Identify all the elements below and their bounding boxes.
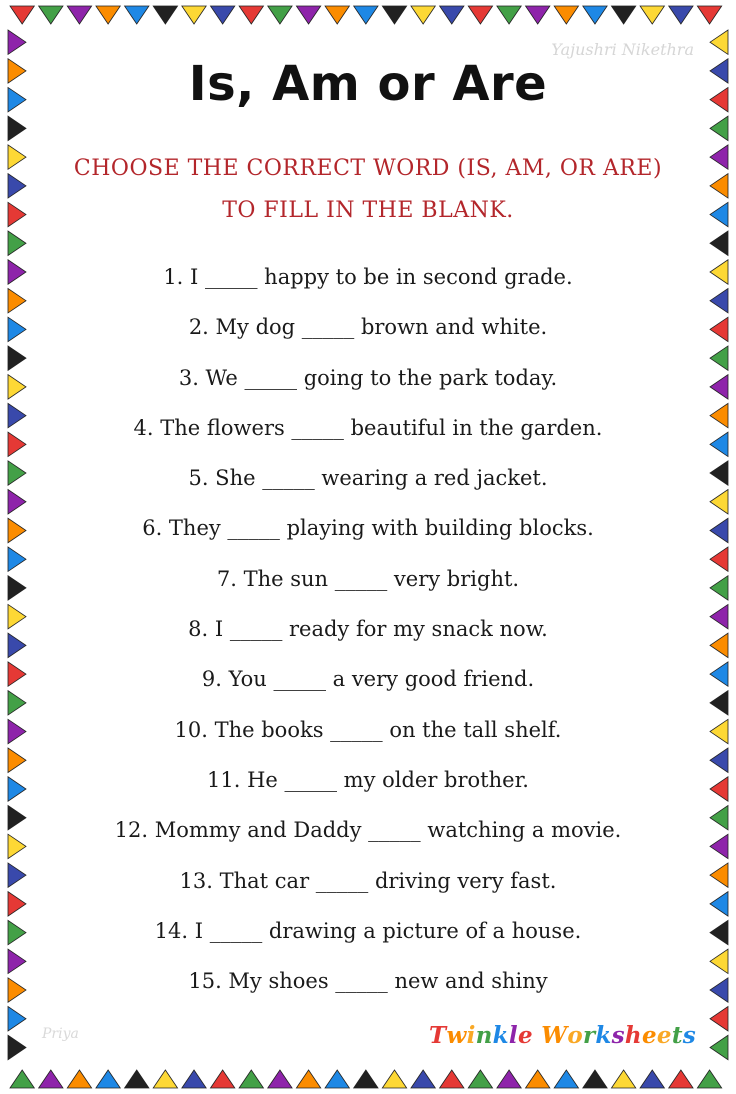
border-triangle <box>640 1070 664 1088</box>
question-list <box>28 252 708 1006</box>
border-triangle <box>296 6 320 24</box>
border-triangle <box>8 949 26 973</box>
border-triangle <box>8 174 26 198</box>
border-triangle <box>125 6 149 24</box>
border-triangle <box>8 260 26 284</box>
border-triangle <box>669 6 693 24</box>
question-item: 2. My dog _____ brown and white. <box>188 315 548 340</box>
question-item: 15. My shoes _____ new and shiny <box>188 969 548 994</box>
border-triangle <box>8 116 26 140</box>
border-triangle <box>210 1070 234 1088</box>
border-triangle <box>210 6 234 24</box>
question-item: 12. Mommy and Daddy _____ watching a movie. <box>114 818 622 843</box>
border-triangle <box>710 777 728 801</box>
question-item: 14. I _____ drawing a picture of a house. <box>154 918 582 943</box>
border-triangle <box>468 1070 492 1088</box>
border-triangle <box>710 806 728 830</box>
border-triangle <box>8 834 26 858</box>
border-triangle <box>182 1070 206 1088</box>
question-item: 9. You _____ a very good friend. <box>201 667 535 692</box>
border-triangle <box>239 6 263 24</box>
border-triangle <box>8 145 26 169</box>
border-triangle <box>710 834 728 858</box>
border-triangle <box>67 1070 91 1088</box>
worksheet-sheet <box>28 26 708 1068</box>
border-triangle <box>39 6 63 24</box>
border-triangle <box>710 920 728 944</box>
border-triangle <box>710 719 728 743</box>
border-triangle <box>8 806 26 830</box>
border-triangle <box>710 59 728 83</box>
border-triangle <box>8 691 26 715</box>
worksheet-title: Is, Am or Are <box>188 56 548 112</box>
border-triangle <box>382 6 406 24</box>
border-triangle <box>325 6 349 24</box>
border-triangle <box>354 6 378 24</box>
border-triangle <box>8 346 26 370</box>
border-triangle <box>8 863 26 887</box>
border-triangle <box>710 174 728 198</box>
border-triangle <box>710 547 728 571</box>
question-item: 8. I _____ ready for my snack now. <box>188 617 548 642</box>
border-triangle <box>96 1070 120 1088</box>
border-triangle <box>8 403 26 427</box>
border-triangle <box>39 1070 63 1088</box>
border-triangle <box>710 949 728 973</box>
border-triangle <box>710 748 728 772</box>
border-triangle <box>583 6 607 24</box>
question-item: 3. We _____ going to the park today. <box>178 365 558 390</box>
border-triangle <box>8 30 26 54</box>
border-triangle <box>8 719 26 743</box>
border-triangle <box>8 231 26 255</box>
border-triangle <box>8 748 26 772</box>
border-triangle <box>268 6 292 24</box>
border-triangle <box>710 604 728 628</box>
border-triangle <box>8 461 26 485</box>
border-triangle <box>8 490 26 514</box>
border-triangle <box>497 1070 521 1088</box>
border-triangle <box>710 87 728 111</box>
border-triangle <box>710 518 728 542</box>
border-triangle <box>710 375 728 399</box>
border-triangle <box>8 317 26 341</box>
border-triangle <box>710 346 728 370</box>
border-triangle <box>440 6 464 24</box>
border-triangle <box>8 920 26 944</box>
border-triangle <box>710 662 728 686</box>
border-triangle <box>710 145 728 169</box>
border-triangle <box>710 260 728 284</box>
border-triangle <box>554 1070 578 1088</box>
question-item: 4. The flowers _____ beautiful in the garden. <box>133 415 603 440</box>
border-triangle <box>710 691 728 715</box>
border-triangle <box>611 1070 635 1088</box>
border-triangle <box>8 892 26 916</box>
border-triangle <box>8 777 26 801</box>
border-triangle <box>296 1070 320 1088</box>
border-triangle <box>268 1070 292 1088</box>
question-item: 11. He _____ my older brother. <box>207 767 529 792</box>
border-triangle <box>153 1070 177 1088</box>
border-triangle <box>354 1070 378 1088</box>
border-triangle <box>583 1070 607 1088</box>
border-triangle <box>497 6 521 24</box>
border-triangle <box>8 662 26 686</box>
border-triangle <box>710 403 728 427</box>
border-triangle <box>710 202 728 226</box>
border-triangle <box>182 6 206 24</box>
border-triangle <box>8 1035 26 1059</box>
border-triangle <box>411 6 435 24</box>
question-item: 13. That car _____ driving very fast. <box>179 868 557 893</box>
border-triangle <box>96 6 120 24</box>
question-item: 10. The books _____ on the tall shelf. <box>174 717 562 742</box>
border-triangle <box>554 6 578 24</box>
border-triangle <box>710 317 728 341</box>
border-triangle <box>640 6 664 24</box>
question-item: 6. They _____ playing with building blocks. <box>142 516 594 541</box>
border-triangle <box>440 1070 464 1088</box>
border-triangle <box>8 59 26 83</box>
border-triangle <box>8 576 26 600</box>
border-triangle <box>697 6 721 24</box>
border-triangle <box>710 432 728 456</box>
border-triangle <box>125 1070 149 1088</box>
border-triangle <box>710 461 728 485</box>
border-triangle <box>710 978 728 1002</box>
border-triangle <box>8 547 26 571</box>
border-triangle <box>8 289 26 313</box>
border-triangle <box>8 633 26 657</box>
signature-watermark: Yajushri Nikethra <box>551 40 694 59</box>
border-triangle <box>67 6 91 24</box>
border-triangle <box>8 1007 26 1031</box>
artist-watermark: Priya <box>42 1026 79 1042</box>
border-triangle <box>8 375 26 399</box>
border-triangle <box>526 6 550 24</box>
border-triangle <box>710 231 728 255</box>
border-triangle <box>239 1070 263 1088</box>
instructions-text: CHOOSE THE CORRECT WORD (IS, AM, OR ARE) TO FILL IN THE BLANK. <box>73 156 663 223</box>
question-item: 1. I _____ happy to be in second grade. <box>163 265 573 289</box>
border-triangle <box>669 1070 693 1088</box>
border-triangle <box>697 1070 721 1088</box>
border-triangle <box>382 1070 406 1088</box>
border-triangle <box>710 116 728 140</box>
border-triangle <box>325 1070 349 1088</box>
border-triangle <box>710 576 728 600</box>
border-triangle <box>710 30 728 54</box>
border-triangle <box>710 1007 728 1031</box>
brand-logo: Twinkle Worksheets <box>429 1022 696 1049</box>
border-triangle <box>8 87 26 111</box>
question-item: 7. The sun _____ very bright. <box>216 566 520 591</box>
border-triangle <box>710 633 728 657</box>
border-triangle <box>710 1035 728 1059</box>
border-triangle <box>8 604 26 628</box>
border-triangle <box>710 892 728 916</box>
border-triangle <box>10 1070 34 1088</box>
border-triangle <box>10 6 34 24</box>
question-item: 5. She _____ wearing a red jacket. <box>188 466 548 491</box>
border-triangle <box>611 6 635 24</box>
border-triangle <box>411 1070 435 1088</box>
border-triangle <box>8 978 26 1002</box>
border-triangle <box>710 289 728 313</box>
border-triangle <box>710 490 728 514</box>
border-triangle <box>8 518 26 542</box>
border-triangle <box>8 432 26 456</box>
border-triangle <box>468 6 492 24</box>
border-triangle <box>153 6 177 24</box>
border-triangle <box>526 1070 550 1088</box>
border-triangle <box>8 202 26 226</box>
border-triangle <box>710 863 728 887</box>
